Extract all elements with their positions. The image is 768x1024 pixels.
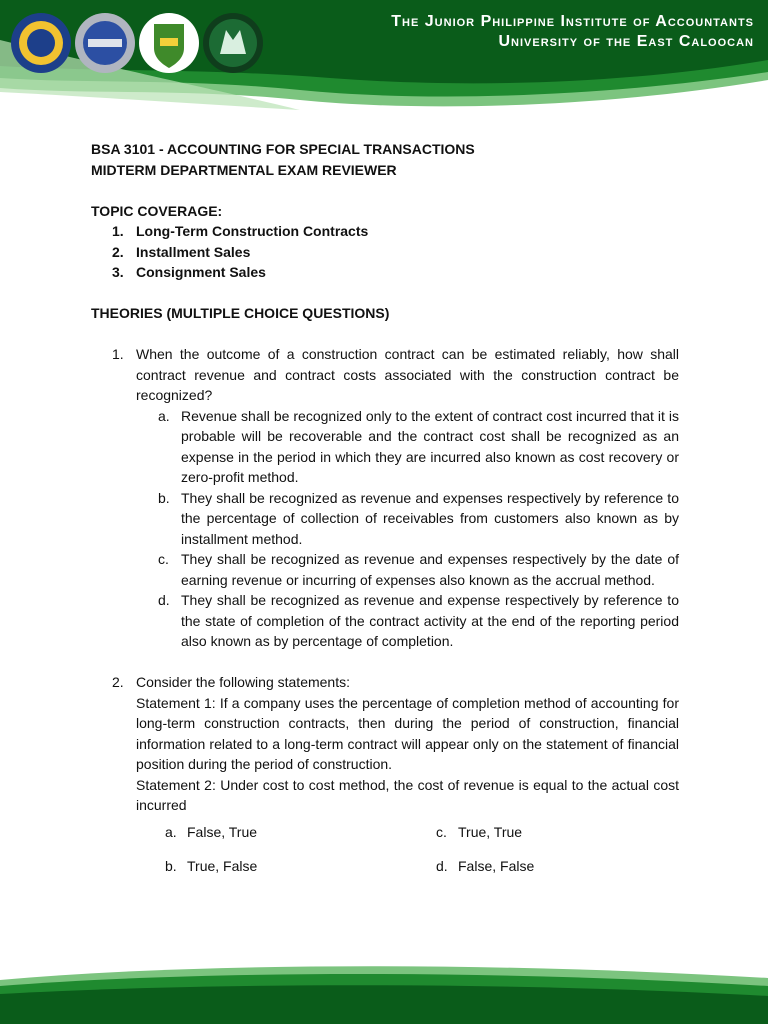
topic-number: 3. <box>112 264 124 280</box>
option-b <box>91 488 679 550</box>
choice-text: False, True <box>187 823 258 840</box>
option-d <box>91 590 679 652</box>
topic-label: Consignment Sales <box>136 264 266 280</box>
statement-1: Statement 1: If a company uses the percentage of completion method of accounting for long-term construction contracts, then during the period of construction, financial information related to a long-term contract will appear only on the statement of financial position during the period of construction. <box>136 694 679 772</box>
option-letter: b. <box>158 489 170 506</box>
choice-letter: b. <box>165 857 177 874</box>
topic-list <box>91 221 679 283</box>
topic-heading: TOPIC COVERAGE: <box>91 202 223 219</box>
answer-choices <box>91 822 679 892</box>
choice-letter: c. <box>436 823 447 840</box>
document-body <box>91 139 679 892</box>
statement-2: Statement 2: Under cost to cost method, the cost of revenue is equal to the actual cost incurred <box>136 776 679 813</box>
option-text: They shall be recognized as revenue and expenses respectively by the date of earning revenue or incurring of expenses also known as the accrual method. <box>181 551 679 588</box>
option-c <box>91 549 679 590</box>
topic-number: 1. <box>112 223 124 239</box>
wolf-emblem-logo-icon <box>202 12 264 74</box>
question-1 <box>91 344 679 406</box>
page-header <box>0 0 768 125</box>
question-2 <box>91 672 679 693</box>
question-text: Consider the following statements: <box>136 674 350 690</box>
seal-logo-icon <box>10 12 72 74</box>
option-a <box>91 406 679 488</box>
footer-banner <box>0 960 768 1024</box>
exam-title: MIDTERM DEPARTMENTAL EXAM REVIEWER <box>91 161 397 178</box>
jpia-globe-logo-icon <box>74 12 136 74</box>
topic-label: Long-Term Construction Contracts <box>136 223 369 239</box>
question-number: 1. <box>112 346 124 362</box>
choice-text: True, False <box>187 857 258 874</box>
option-text: Revenue shall be recognized only to the extent of contract cost incurred that it is probable will be recoverable and the contract cost shall be recognized as an expense in the period in which they are incurred also known as cost recovery or zero-profit method. <box>181 407 679 485</box>
choice-a <box>165 822 257 843</box>
question-text: When the outcome of a construction contract can be estimated reliably, how shall contract revenue and contract costs associated with the construction contract be recognized? <box>136 346 679 403</box>
option-text: They shall be recognized as revenue and expense respectively by reference to the state of completion of the contract activity at the end of the reporting period also known as by percentage of completion. <box>181 592 679 649</box>
option-letter: c. <box>158 551 169 567</box>
choice-letter: a. <box>165 823 177 840</box>
org-name-line: The Junior Philippine Institute of Accountants <box>391 13 754 30</box>
list-item <box>91 242 679 263</box>
question-number: 2. <box>112 674 124 690</box>
organization-name <box>391 12 754 52</box>
org-campus-line: University of the East Caloocan <box>498 33 754 50</box>
option-letter: a. <box>158 407 170 424</box>
page-footer <box>0 960 768 1024</box>
choice-b <box>165 856 257 877</box>
choice-letter: d. <box>436 857 448 874</box>
option-letter: d. <box>158 592 170 608</box>
option-text: They shall be recognized as revenue and expenses respectively by reference to the percentage of collection of receivables from customers also known as by installment method. <box>181 489 679 547</box>
course-title: BSA 3101 - ACCOUNTING FOR SPECIAL TRANSACTIONS <box>91 141 475 157</box>
choice-c <box>436 822 522 843</box>
topic-number: 2. <box>112 243 124 260</box>
section-heading: THEORIES (MULTIPLE CHOICE QUESTIONS) <box>91 305 390 321</box>
topic-label: Installment Sales <box>136 243 251 260</box>
choice-d <box>436 856 534 877</box>
list-item <box>91 262 679 283</box>
choice-text: False, False <box>458 857 535 874</box>
list-item <box>91 221 679 242</box>
jpia-shield-logo-icon <box>138 12 200 74</box>
choice-text: True, True <box>458 823 523 840</box>
